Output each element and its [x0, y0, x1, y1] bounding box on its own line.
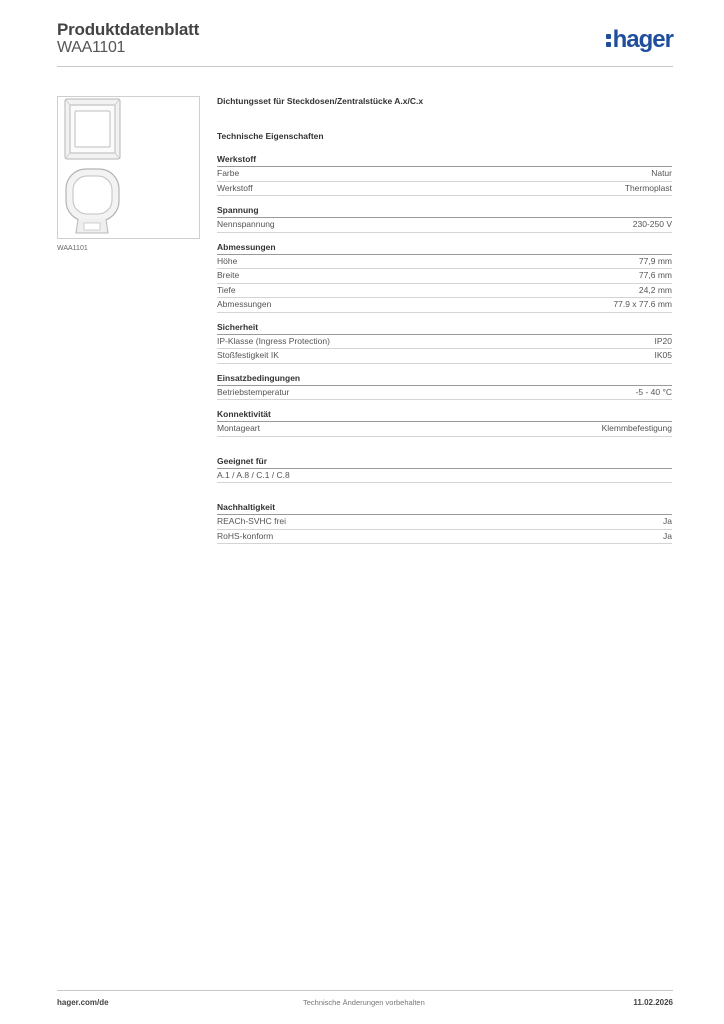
spec-label: Nennspannung — [217, 219, 275, 229]
logo-text: hager — [612, 26, 673, 53]
group-title: Werkstoff — [217, 153, 672, 167]
spec-label: Farbe — [217, 168, 240, 178]
spec-value: Natur — [651, 168, 672, 178]
spec-row — [217, 284, 672, 299]
group-title: Spannung — [217, 204, 672, 218]
spec-label: IP-Klasse (Ingress Protection) — [217, 335, 330, 346]
spec-label: REACh-SVHC frei — [217, 516, 286, 526]
spec-group-konnektivitaet — [217, 408, 672, 437]
spec-value: IP20 — [654, 335, 672, 346]
spec-row — [217, 182, 672, 197]
spec-label: Montageart — [217, 423, 260, 433]
spec-group-einsatzbedingungen — [217, 372, 672, 401]
spec-group-sicherheit — [217, 321, 672, 364]
spec-value: 77.9 x 77.6 mm — [613, 299, 672, 309]
spec-value: Klemmbefestigung — [601, 423, 672, 433]
spec-value: Ja — [663, 516, 672, 526]
spec-label: RoHS-konform — [217, 530, 274, 541]
hager-logo — [606, 28, 673, 52]
spec-label: A.1 / A.8 / C.1 / C.8 — [217, 469, 290, 480]
page-title: Produktdatenblatt — [57, 20, 200, 39]
image-caption: WAA1101 — [57, 245, 88, 252]
spec-label: Stoßfestigkeit IK — [217, 350, 279, 360]
footer-divider — [57, 990, 673, 991]
spec-row — [217, 167, 672, 182]
spec-row — [217, 422, 672, 437]
footer-website: hager.com/de — [57, 998, 109, 1007]
group-title: Konnektivität — [217, 408, 672, 422]
spec-label: Betriebstemperatur — [217, 386, 290, 397]
spec-row — [217, 515, 672, 530]
spec-row — [217, 255, 672, 270]
spec-content — [217, 96, 672, 544]
spec-row — [217, 218, 672, 233]
spec-value: Ja — [663, 530, 672, 541]
spec-label: Abmessungen — [217, 299, 272, 309]
group-title: Abmessungen — [217, 241, 672, 255]
spec-row — [217, 349, 672, 364]
spec-value: Thermoplast — [624, 182, 672, 193]
spec-value: 230-250 V — [632, 219, 672, 229]
spec-value: IK05 — [654, 350, 672, 360]
spec-row — [217, 469, 672, 484]
footer-date: 11.02.2026 — [633, 998, 673, 1007]
article-number: WAA1101 — [57, 39, 126, 56]
spec-row — [217, 269, 672, 284]
spec-group-spannung — [217, 204, 672, 233]
product-title: Dichtungsset für Steckdosen/Zentralstücke A.x/C.x — [217, 96, 424, 106]
spec-group-nachhaltigkeit — [217, 501, 672, 544]
spec-value: 24,2 mm — [638, 284, 672, 295]
header-divider — [57, 66, 673, 67]
spec-label: Werkstoff — [217, 182, 253, 193]
spec-row — [217, 335, 672, 350]
logo-colon-icon — [606, 32, 611, 48]
spec-row — [217, 298, 672, 313]
spec-value: 77,9 mm — [638, 255, 672, 266]
specs-heading: Technische Eigenschaften — [217, 131, 324, 141]
spec-group-abmessungen — [217, 241, 672, 313]
spec-row — [217, 386, 672, 401]
product-image — [57, 96, 200, 239]
spec-value: -5 - 40 °C — [635, 386, 672, 397]
spec-label: Höhe — [217, 255, 238, 266]
group-title: Nachhaltigkeit — [217, 501, 672, 515]
group-title: Einsatzbedingungen — [217, 372, 672, 386]
spec-label: Tiefe — [217, 284, 236, 295]
group-title: Geeignet für — [217, 455, 672, 469]
spec-label: Breite — [217, 270, 240, 280]
spec-row — [217, 530, 672, 545]
group-title: Sicherheit — [217, 321, 672, 335]
spec-group-geeignet-fuer — [217, 455, 672, 484]
sealing-set-illustration — [58, 97, 199, 238]
footer-notice: Technische Änderungen vorbehalten — [303, 998, 425, 1007]
spec-value: 77,6 mm — [638, 270, 672, 280]
spec-group-werkstoff — [217, 153, 672, 196]
